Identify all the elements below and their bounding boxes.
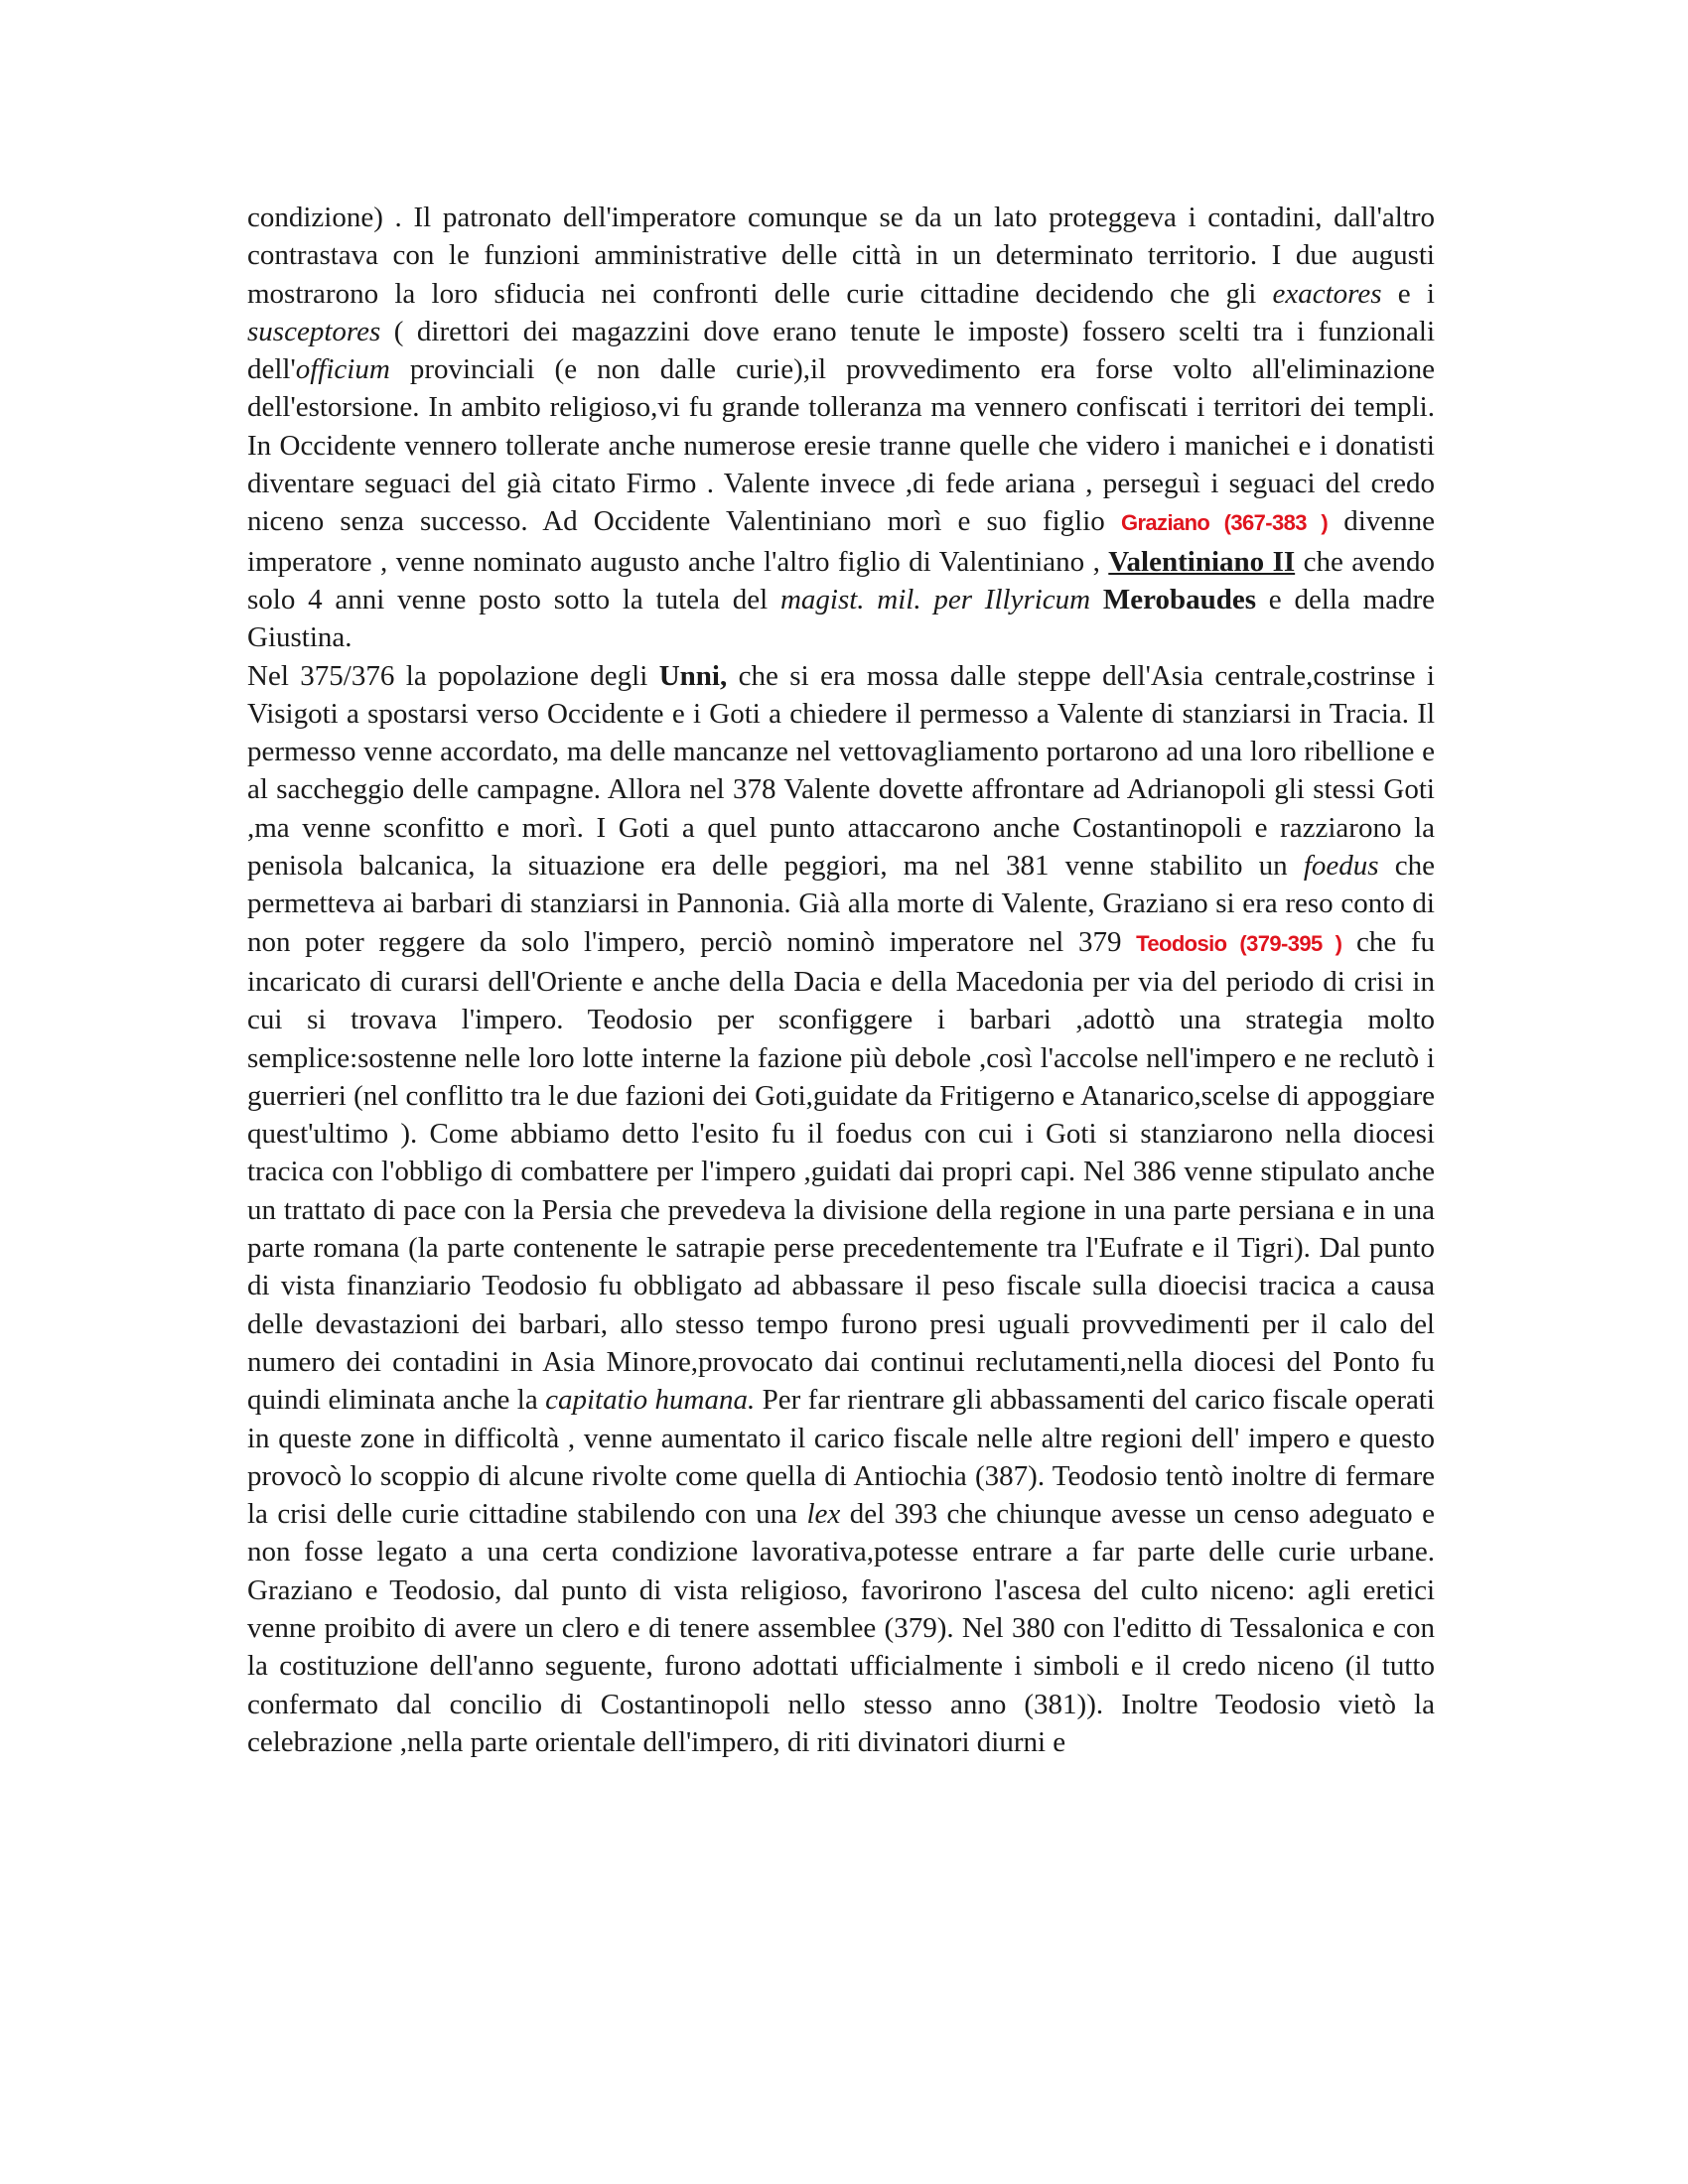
term-capitatio-humana: capitatio humana.	[545, 1384, 756, 1417]
text-run: divenne imperatore , venne nominato augusto anche l'altro figlio di Valentiniano ,	[247, 505, 1435, 578]
text-run: Per far rientrare gli abbassamenti del carico fiscale operati in queste zone in difficoltà , venne aumentato il carico fiscale nelle altre regioni dell' impero e questo provocò lo scoppio di alcune rivolte come quella di Antiochia (387). Teodosio tentò inoltre di fermare la crisi delle curie cittadine stabilendo con una	[247, 1384, 1435, 1531]
text-run: Nel 375/376 la popolazione degli	[247, 659, 659, 692]
text-run: che avendo solo 4 anni venne posto sotto la tutela del	[247, 545, 1435, 615]
paragraph-2	[247, 657, 1435, 1762]
emperor-tag-teodosio: Teodosio (379-395 )	[1136, 930, 1342, 956]
text-run: condizione) . Il patronato dell'imperatore comunque se da un lato proteggeva i contadini, dall'altro contrastava con le funzioni amministrative delle città in un determinato territorio. I due augusti mostrarono la loro sfiducia nei confronti delle curie cittadine decidendo che gli	[247, 202, 1435, 310]
name-merobaudes: Merobaudes	[1102, 583, 1257, 615]
term-exactores: exactores	[1272, 277, 1382, 310]
term-officium: officium	[295, 353, 390, 386]
term-magist-mil: magist. mil. per Illyricum	[779, 583, 1091, 615]
term-foedus: foedus	[1303, 850, 1379, 883]
document-body	[247, 199, 1435, 1761]
text-run: che si era mossa dalle steppe dell'Asia centrale,costrinse i Visigoti a spostarsi verso Occidente e i Goti a chiedere il permesso a Valente di stanziarsi in Tracia. Il permesso venne accordato, ma delle mancanze nel vettovagliamento portarono ad una loro ribellione e al saccheggio delle campagne. Allora nel 378 Valente dovette affrontare ad Adrianopoli gli stessi Goti ,ma venne sconfitto e morì. I Goti a quel punto attaccarono anche Costantinopoli e razziarono la penisola balcanica, la situazione era delle peggiori, ma nel 381 venne stabilito un	[247, 659, 1435, 883]
term-lex: lex	[806, 1498, 841, 1531]
text-run: che fu incaricato di curarsi dell'Oriente e anche della Dacia e della Macedonia per via del periodo di crisi in cui si trovava l'impero. Teodosio per sconfiggere i barbari ,adottò una strategia molto semplice:sostenne nelle loro lotte interne la fazione più debole ,così l'accolse nell'impero e ne reclutò i guerrieri (nel conflitto tra le due fazioni dei Goti,guidate da Fritigerno e Atanarico,scelse di appoggiare quest'ultimo ). Come abbiamo detto l'esito fu il foedus con cui i Goti si stanziarono nella diocesi tracica con l'obbligo di combattere per l'impero ,guidati dai propri capi. Nel 386 venne stipulato anche un trattato di pace con la Persia che prevedeva la divisione della regione in una parte persiana e in una parte romana (la parte contenente le satrapie perse precedentemente tra l'Eufrate e il Tigri). Dal punto di vista finanziario Teodosio fu obbligato ad abbassare il peso fiscale sulla dioecisi tracica a causa delle devastazioni dei barbari, allo stesso tempo furono presi uguali provvedimenti per il calo del numero dei contadini in Asia Minore,provocato dai continui reclutamenti,nella diocesi del Ponto fu quindi eliminata anche la	[247, 925, 1435, 1417]
term-susceptores: susceptores	[247, 315, 381, 347]
emperor-tag-graziano: Graziano (367-383 )	[1120, 510, 1329, 536]
text-run: e i	[1381, 277, 1435, 310]
paragraph-1	[247, 199, 1435, 657]
name-unni: Unni,	[658, 659, 728, 692]
text-run: ( direttori dei magazzini dove erano tenute le imposte) fossero scelti tra i funzionali dell'	[247, 315, 1435, 386]
text-run: del 393 che chiunque avesse un censo adeguato e non fosse legato a una certa condizione lavorativa,potesse entrare a far parte delle curie urbane. Graziano e Teodosio, dal punto di vista religioso, favorirono l'ascesa del culto niceno: agli eretici venne proibito di avere un clero e di tenere assemblee (379). Nel 380 con l'editto di Tessalonica e con la costituzione dell'anno seguente, furono adottati ufficialmente i simboli e il credo niceno (il tutto confermato dal concilio di Costantinopoli nello stesso anno (381)). Inoltre Teodosio vietò la celebrazione ,nella parte orientale dell'impero, di riti divinatori diurni e	[247, 1498, 1435, 1758]
name-valentiniano-ii: Valentiniano II	[1108, 545, 1296, 578]
text-run	[1090, 584, 1103, 615]
text-run: che permetteva ai barbari di stanziarsi in Pannonia. Già alla morte di Valente, Graziano si era reso conto di non poter reggere da solo l'impero, perciò nominò imperatore nel 379	[247, 850, 1435, 958]
text-run: e della madre Giustina.	[247, 583, 1436, 654]
text-run: provinciali (e non dalle curie),il provvedimento era forse volto all'eliminazione dell'estorsione. In ambito religioso,vi fu grande tolleranza ma vennero confiscati i territori dei templi. In Occidente vennero tollerate anche numerose eresie tranne quelle che videro i manichei e i donatisti diventare seguaci del già citato Firmo . Valente invece ,di fede ariana , perseguì i seguaci del credo niceno senza successo. Ad Occidente Valentiniano morì e suo figlio	[247, 353, 1435, 538]
